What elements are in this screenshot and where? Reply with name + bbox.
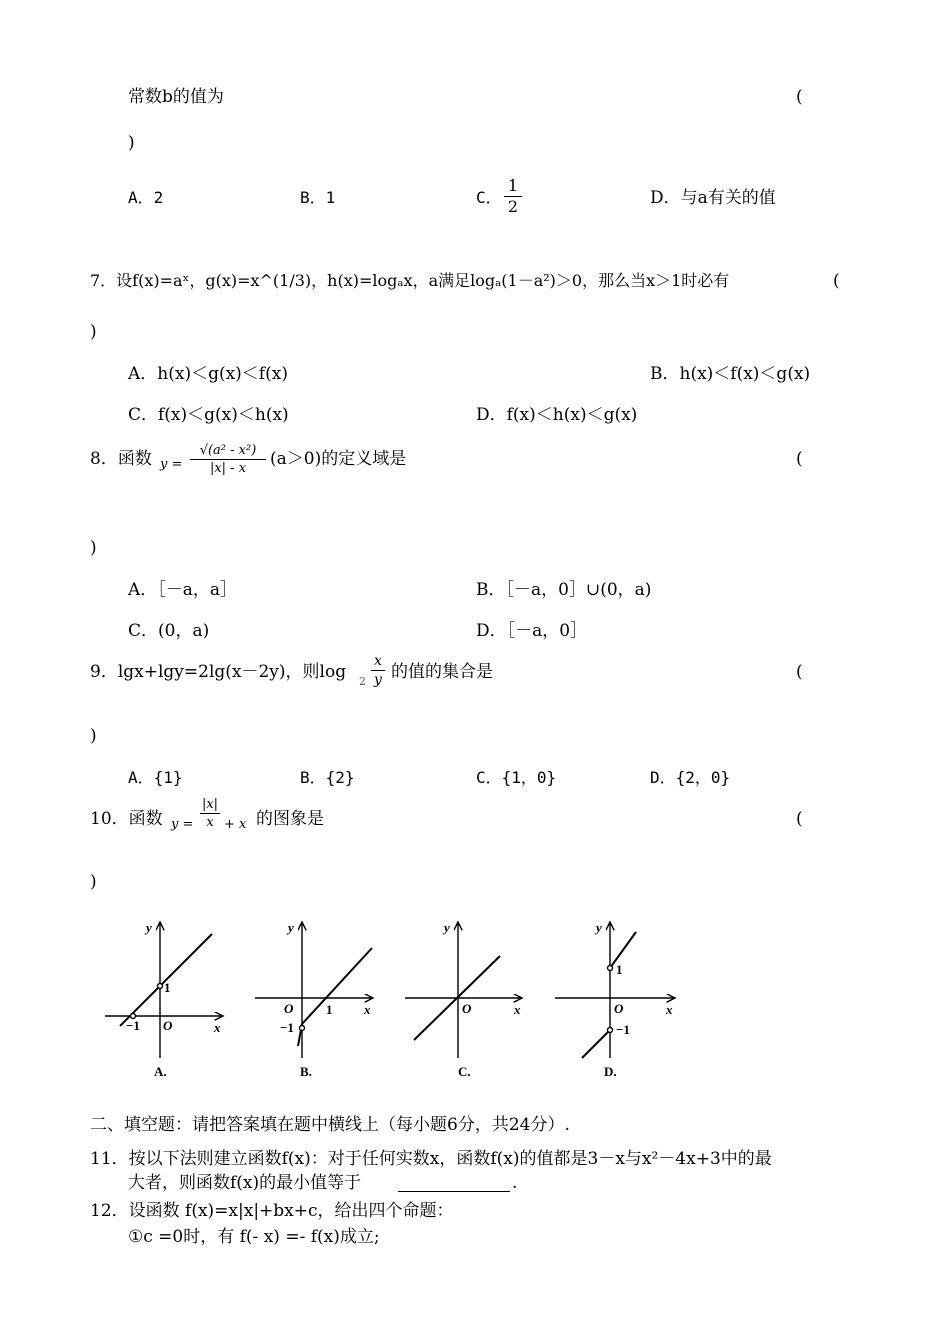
graph-d-upper-ray (610, 932, 636, 968)
q9-close-paren: ) (90, 726, 97, 746)
graph-a-y-label: y (146, 920, 152, 935)
graph-b-y-label: y (288, 920, 294, 935)
q8-close-paren: ) (90, 538, 97, 558)
graph-b-x-label: x (364, 1002, 371, 1017)
q10-formula-numerator: |x| (201, 797, 219, 812)
q8-open-paren: ( (796, 449, 803, 469)
q8-option-a[interactable]: A．［－a，a］ (128, 580, 238, 600)
q8-formula-denominator: |x| - x (209, 461, 247, 476)
q12-item-1: ①c =0时，有 f(- x) =- f(x)成立; (128, 1227, 380, 1247)
q9-fraction-denominator: y (374, 672, 382, 688)
graph-a-tick-1: 1 (164, 980, 171, 995)
graph-b-origin: O (284, 1001, 294, 1016)
q7-option-b[interactable]: B．h(x)＜f(x)＜g(x) (650, 364, 811, 384)
graph-b-line (302, 948, 372, 1024)
q6-option-c-numerator: 1 (507, 176, 519, 195)
q9-option-d[interactable]: D．{2，0} (650, 768, 731, 787)
q9-stem-prefix: 9．lgx+lgy=2lg(x－2y)，则log (90, 662, 347, 682)
q10-stem-suffix: 的图象是 (256, 809, 324, 829)
q11-line-2: 大者，则函数f(x)的最小值等于 (128, 1173, 362, 1193)
q10-stem-prefix: 10．函数 (90, 809, 163, 829)
q6-option-b[interactable]: B．1 (300, 188, 336, 207)
graph-d-lower-ray (582, 1030, 610, 1058)
graph-d-tick-neg1: −1 (616, 1022, 630, 1037)
q6-option-a[interactable]: A．2 (128, 188, 164, 207)
graph-a-label[interactable]: A. (154, 1064, 167, 1079)
q10-formula-denominator: x (206, 815, 214, 830)
q10-open-paren: ( (796, 809, 803, 829)
graph-d-x-label: x (666, 1002, 673, 1017)
q9-option-a[interactable]: A．{1} (128, 768, 183, 787)
graph-b-hollow-point (300, 1026, 305, 1031)
q11-line-2-end: . (512, 1173, 518, 1193)
q8-option-c[interactable]: C．(0，a) (128, 621, 210, 641)
graph-c-y-label: y (444, 920, 450, 935)
graph-d-hollow-point-upper (608, 966, 613, 971)
graph-b-tick-neg1: −1 (280, 1020, 294, 1035)
q10-formula-tail: + x (224, 817, 247, 832)
graph-b-tick-1: 1 (326, 1002, 333, 1017)
q6-close-paren: ) (128, 133, 135, 153)
q7-stem: 7．设f(x)=aˣ，g(x)=x^(1/3)，h(x)=logₐx，a满足logₐ(1－a²)＞0，那么当x＞1时必有 (90, 271, 730, 290)
q7-option-c[interactable]: C．f(x)＜g(x)＜h(x) (128, 405, 289, 425)
q6-option-c-denominator: 2 (507, 197, 519, 216)
graph-c-origin: O (462, 1001, 472, 1016)
q9-stem-suffix: 的值的集合是 (391, 662, 493, 682)
graph-d[interactable] (555, 922, 675, 1058)
graph-c-x-label: x (514, 1002, 521, 1017)
graph-c-label[interactable]: C. (458, 1064, 471, 1079)
q12-stem: 12．设函数 f(x)=x|x|+bx+c，给出四个命题： (90, 1201, 454, 1221)
q9-fraction-numerator: x (374, 653, 382, 669)
section-2-heading: 二、填空题：请把答案填在题中横线上（每小题6分，共24分）. (90, 1115, 570, 1135)
q6-stem: 常数b的值为 (128, 87, 224, 107)
graph-d-hollow-point-lower (608, 1028, 613, 1033)
q7-option-d[interactable]: D．f(x)＜h(x)＜g(x) (476, 405, 638, 425)
q8-option-b[interactable]: B．［－a，0］∪(0，a) (476, 580, 652, 600)
q7-open-paren: ( (833, 271, 840, 291)
q11-line-1: 11．按以下法则建立函数f(x)：对于任何实数x，函数f(x)的值都是3－x与x²－4x+3中的最 (90, 1149, 772, 1169)
graph-c[interactable] (405, 922, 522, 1058)
q7-close-paren: ) (90, 322, 97, 342)
q8-stem-suffix: (a＞0)的定义域是 (270, 449, 407, 469)
q9-open-paren: ( (796, 662, 803, 682)
graph-a-hollow-point (158, 984, 163, 989)
q8-formula-numerator: √(a² - x²) (199, 443, 257, 458)
graph-b-label[interactable]: B. (300, 1064, 312, 1079)
q11-answer-blank[interactable] (398, 1191, 510, 1192)
graph-d-origin: O (614, 1001, 624, 1016)
q9-option-c[interactable]: C．{1，0} (476, 768, 557, 787)
graph-d-tick-1: 1 (616, 962, 623, 977)
q8-stem-prefix: 8．函数 (90, 449, 152, 469)
graph-a-x-label: x (214, 1020, 221, 1035)
graph-a-origin: O (163, 1018, 173, 1033)
q6-open-paren: ( (796, 87, 803, 107)
q8-formula-lhs: y = (160, 457, 183, 472)
graph-b[interactable] (255, 922, 373, 1058)
q10-close-paren: ) (90, 872, 97, 892)
q9-log-base: 2 (359, 675, 366, 688)
graph-a-tick-neg1: −1 (126, 1018, 140, 1033)
q8-option-d[interactable]: D．［－a，0］ (476, 621, 588, 641)
q6-option-d[interactable]: D．与a有关的值 (650, 188, 776, 208)
q7-option-a[interactable]: A．h(x)＜g(x)＜f(x) (128, 364, 288, 384)
q9-option-b[interactable]: B．{2} (300, 768, 355, 787)
q6-option-c[interactable]: C． (476, 188, 502, 207)
graph-d-label[interactable]: D. (604, 1064, 617, 1079)
graph-d-y-label: y (596, 920, 602, 935)
q10-formula-lhs: y = (171, 817, 194, 832)
